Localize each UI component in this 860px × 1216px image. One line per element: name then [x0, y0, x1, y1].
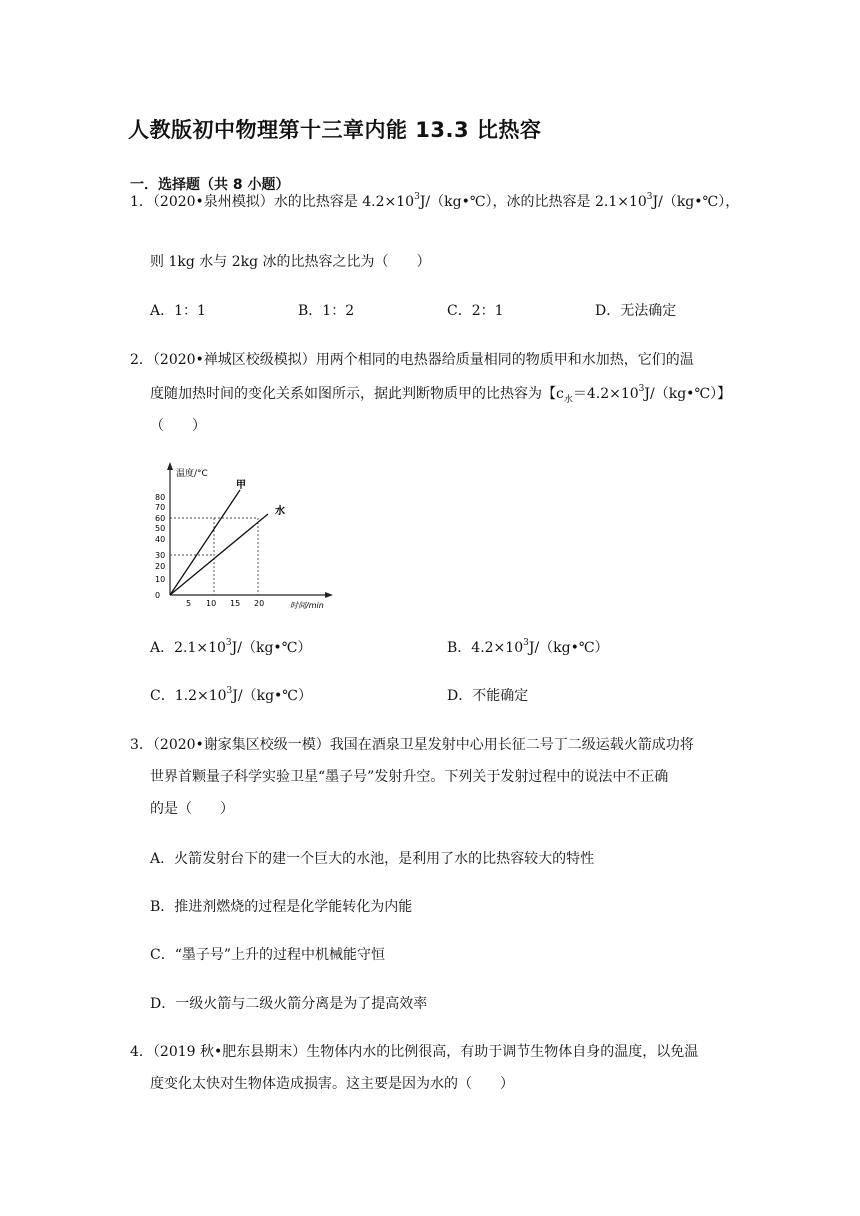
question-text: J/（kg•℃）， [652, 194, 740, 210]
option-text: J/（kg•℃） [528, 640, 609, 656]
y-tick-10: 10 [155, 575, 166, 584]
question-text: ＝4.2×10 [572, 386, 639, 402]
question-3-line-1 [130, 735, 694, 755]
question-text: 度随加热时间的变化关系如图所示，据此判断物质甲的比热容为【c [150, 386, 564, 402]
y-tick-50: 50 [155, 524, 166, 533]
line-water [170, 514, 268, 595]
y-axis-label: 温度/°C [176, 469, 208, 479]
question-3-option-d: D．一级火箭与二级火箭分离是为了提高效率 [150, 996, 428, 1012]
question-2-option-a [150, 638, 311, 658]
question-2-option-c [150, 686, 312, 706]
option-text: J/（kg•℃） [232, 688, 312, 704]
y-tick-80: 80 [155, 493, 166, 502]
question-text: J/（kg•℃），冰的比热容是 2.1×10 [419, 194, 647, 210]
question-2-option-d [447, 686, 528, 706]
section-title: 一．选择题（共 8 小题） [130, 177, 290, 193]
x-tick-10: 10 [206, 599, 217, 608]
exponent: 3 [226, 686, 233, 697]
question-number: 1． [130, 194, 153, 210]
y-tick-30: 30 [155, 551, 166, 560]
question-4-line-2: 度变化太快对生物体造成损害。这主要是因为水的（ ） [150, 1076, 514, 1092]
question-text: 生物体内水的比例很高，有助于调节生物体自身的温度，以免温 [306, 1044, 699, 1060]
question-source: （2020•谢家集区校级一模） [152, 737, 330, 753]
x-axis-label: 时间/min [290, 601, 324, 610]
exponent: 3 [523, 638, 529, 649]
question-3-line-2: 世界首颗量子科学实验卫星“墨子号”发射升空。下列关于发射过程中的说法中不正确 [150, 769, 669, 785]
question-text: 我国在酒泉卫星发射中心用长征二号丁二级运载火箭成功将 [329, 737, 694, 753]
question-text: 水的比热容是 4.2×10 [273, 194, 415, 210]
option-text: D．不能确定 [447, 688, 529, 704]
option-text: A．2.1×10 [150, 640, 226, 656]
question-source: （2019 秋•肥东县期末） [152, 1044, 307, 1060]
question-3-line-3: 的是（ ） [150, 801, 234, 817]
question-1-line-2: 则 1kg 水与 2kg 冰的比热容之比为（ ） [150, 254, 431, 270]
option-text: J/（kg•℃） [231, 640, 312, 656]
temperature-time-graph [150, 462, 360, 612]
option-text: B．4.2×10 [447, 640, 524, 656]
question-1-option-b: B．1：2 [298, 303, 355, 319]
exponent: 3 [414, 192, 420, 203]
line-jia [170, 490, 240, 595]
exponent: 3 [646, 192, 653, 203]
question-2-line-2 [150, 384, 731, 410]
x-tick-15: 15 [230, 599, 241, 608]
question-2-line-1 [130, 350, 694, 370]
question-text: J/（kg•℃）】 [644, 386, 732, 402]
question-2-line-3: （ ） [150, 418, 206, 434]
line-water-label: 水 [275, 506, 285, 517]
question-3-option-c: C．“墨子号”上升的过程中机械能守恒 [150, 947, 386, 963]
y-tick-70: 70 [155, 503, 166, 512]
y-tick-20: 20 [155, 562, 166, 571]
question-text: 用两个相同的电热器给质量相同的物质甲和水加热，它们的温 [315, 352, 694, 368]
question-4-line-1 [130, 1042, 698, 1062]
y-tick-0: 0 [155, 591, 161, 600]
option-text: C．1.2×10 [150, 688, 227, 704]
question-source: （2020•泉州模拟） [152, 194, 274, 210]
exponent: 3 [225, 638, 232, 649]
question-3-option-a: A．火箭发射台下的建一个巨大的水池，是利用了水的比热容较大的特性 [150, 851, 595, 867]
question-number: 4． [130, 1044, 153, 1060]
question-number: 2． [130, 352, 153, 368]
question-1-option-c: C．2：1 [447, 303, 504, 319]
exponent: 3 [638, 384, 645, 395]
question-source: （2020•禅城区校级模拟） [152, 352, 316, 368]
question-1-line-1 [130, 192, 739, 212]
y-tick-60: 60 [155, 514, 166, 523]
x-tick-5: 5 [186, 599, 192, 608]
page-title: 人教版初中物理第十三章内能 13.3 比热容 [128, 118, 542, 142]
x-tick-20: 20 [254, 599, 265, 608]
question-2-option-b [447, 638, 609, 658]
y-axis-arrow [167, 462, 173, 470]
question-number: 3． [130, 737, 153, 753]
line-jia-label: 甲 [236, 480, 246, 491]
question-1-option-a: A．1：1 [150, 303, 206, 319]
x-axis-arrow [325, 592, 333, 598]
question-1-option-d: D．无法确定 [595, 303, 677, 319]
question-3-option-b: B．推进剂燃烧的过程是化学能转化为内能 [150, 899, 413, 915]
y-tick-40: 40 [155, 535, 166, 544]
subscript: 水 [563, 394, 573, 405]
